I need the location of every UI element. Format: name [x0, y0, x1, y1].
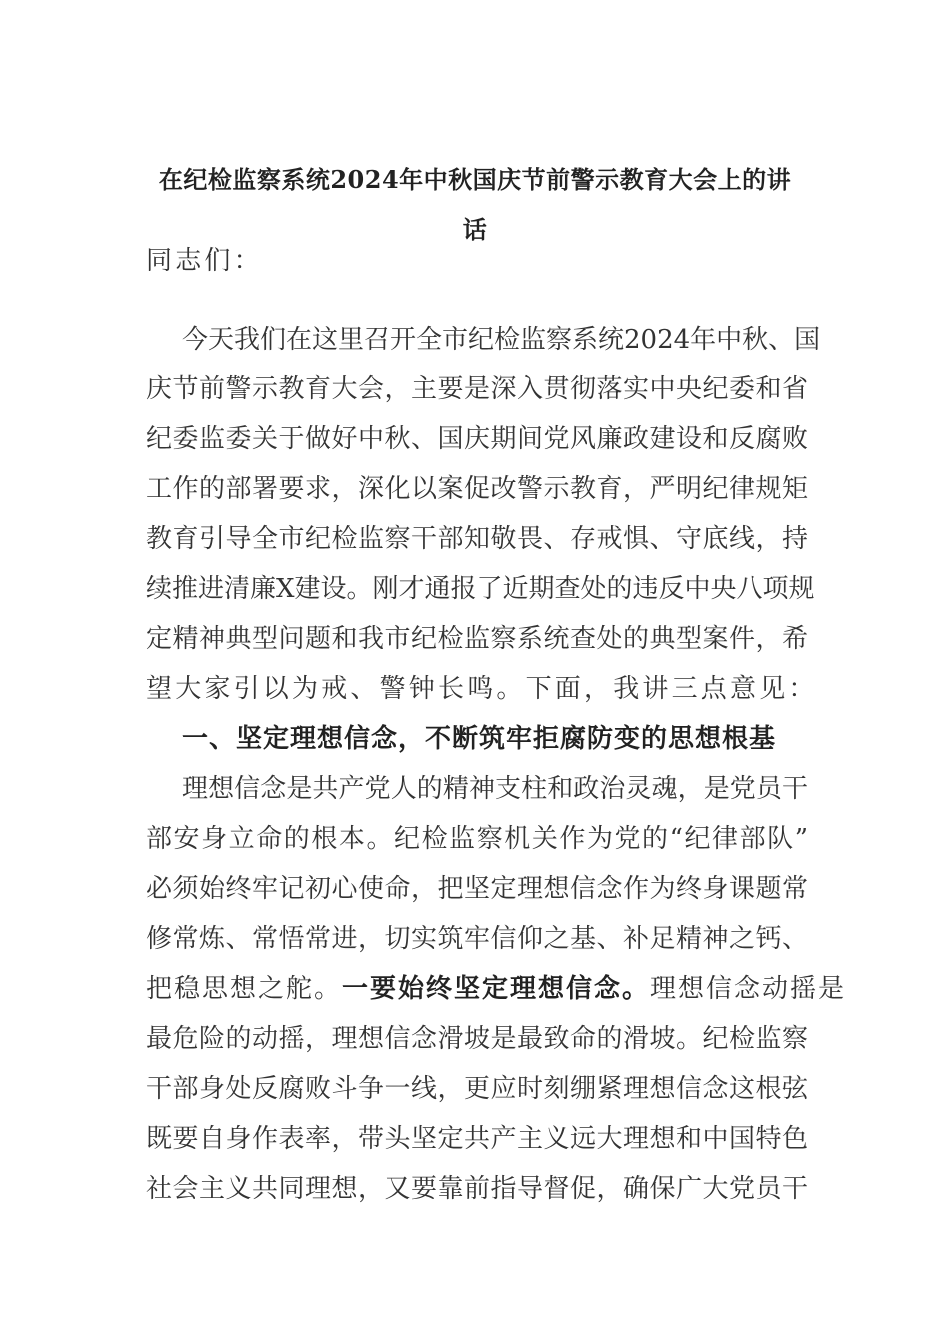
paragraph-line: 修常炼、常悟常进，切实筑牢信仰之基、补足精神之钙、: [146, 924, 808, 954]
paragraph-line: 理想信念是共产党人的精神支柱和政治灵魂，是党员干: [182, 774, 808, 804]
paragraph-line: 庆节前警示教育大会，主要是深入贯彻落实中央纪委和省: [146, 374, 808, 404]
paragraph-line: 续推进清廉X建设。刚才通报了近期查处的违反中央八项规: [146, 574, 815, 604]
paragraph-line: 既要自身作表率，带头坚定共产主义远大理想和中国特色: [146, 1124, 808, 1154]
paragraph-line: 最危险的动摇，理想信念滑坡是最致命的滑坡。纪检监察: [146, 1024, 808, 1054]
paragraph-line: 部安身立命的根本。纪检监察机关作为党的“纪律部队”: [146, 824, 808, 854]
paragraph-line: 社会主义共同理想，又要靠前指导督促，确保广大党员干: [146, 1174, 808, 1204]
paragraph-line: 望大家引以为戒、警钟长鸣。下面，我讲三点意见：: [146, 674, 818, 704]
document-title-line-2: 话: [462, 215, 488, 244]
text-run: 把稳思想之舵。: [146, 974, 343, 1004]
paragraph-line: 干部身处反腐败斗争一线，更应时刻绷紧理想信念这根弦: [146, 1074, 808, 1104]
paragraph-line: 今天我们在这里召开全市纪检监察系统2024年中秋、国: [182, 325, 821, 355]
paragraph-line: 工作的部署要求，深化以案促改警示教育，严明纪律规矩: [146, 474, 808, 504]
paragraph-line: 纪委监委关于做好中秋、国庆期间党风廉政建设和反腐败: [146, 424, 808, 454]
document-title-line-1: 在纪检监察系统2024年中秋国庆节前警示教育大会上的讲: [158, 165, 792, 194]
salutation: 同志们：: [146, 246, 263, 276]
text-run: 理想信念动摇是: [650, 974, 847, 1004]
paragraph-line: 教育引导全市纪检监察干部知敬畏、存戒惧、守底线，持: [146, 524, 808, 554]
paragraph-line-mixed: [146, 974, 847, 1004]
bold-subheading: 一要始终坚定理想信念。: [342, 974, 651, 1004]
paragraph-line: 定精神典型问题和我市纪检监察系统查处的典型案件，希: [146, 624, 808, 654]
section-heading: 一、坚定理想信念，不断筑牢拒腐防变的思想根基: [182, 724, 777, 754]
paragraph-line: 必须始终牢记初心使命，把坚定理想信念作为终身课题常: [146, 874, 808, 904]
